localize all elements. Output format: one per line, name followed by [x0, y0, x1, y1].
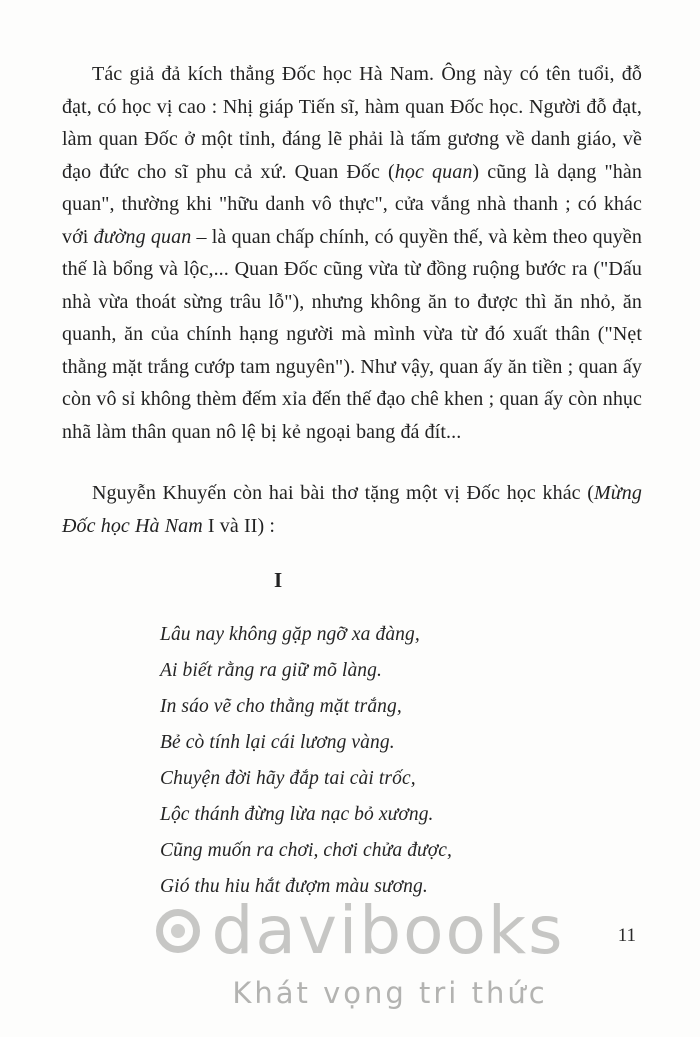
poem-line: Cũng muốn ra chơi, chơi chửa được, [160, 840, 453, 861]
poem-line: Chuyện đời hãy đắp tai cài trốc, [160, 768, 416, 789]
watermark-brand-row [156, 892, 565, 969]
watermark-brand-text: davibooks [211, 892, 565, 969]
page-content [62, 58, 642, 905]
davibooks-logo-icon [156, 909, 200, 953]
poem-line: In sáo vẽ cho thằng mặt trắng, [160, 696, 402, 717]
poem-line: Gió thu hiu hắt đượm màu sương. [160, 876, 428, 897]
paragraph-2: Nguyễn Khuyến còn hai bài thơ tặng một vị Đốc học khác (Mừng Đốc học Hà Nam I và II) : [62, 482, 642, 537]
paragraph-1: Tác giả đả kích thẳng Đốc học Hà Nam. Ông này có tên tuổi, đỗ đạt, có học vị cao : Nhị giáp Tiến sĩ, hàm quan Đốc học. Người đỗ đạt, làm quan Đốc ở một tỉnh, đáng lẽ phải là tấm gương về danh giáo, về đạo đức cho sĩ phu cả xứ. Quan Đốc (học quan) cũng là dạng "hàn quan", thường khi "hữu danh vô thực", cửa vắng nhà thanh ; có khác với đường quan – là quan chấp chính, có quyền thế, và kèm theo quyền thế là bổng và lộc,... Quan Đốc cũng vừa từ đồng ruộng bước ra ("Dấu nhà vừa thoát sừng trâu lỗ"), nhưng không ăn to được thì ăn nhỏ, ăn quanh, ăn của chính hạng người mà mình vừa từ đó xuất thân ("Nẹt thằng mặt trắng cướp tam nguyên"). Như vậy, quan ấy ăn tiền ; quan ấy còn vô sỉ không thèm đếm xỉa đến thế đạo chê khen ; quan ấy còn nhục nhã làm thân quan nô lệ bị kẻ ngoại bang đá đít... [62, 63, 642, 443]
poem-line: Bẻ cò tính lại cái lương vàng. [160, 732, 395, 753]
poem-line: Lâu nay không gặp ngỡ xa đàng, [160, 624, 420, 645]
watermark [150, 892, 570, 1010]
watermark-tagline: Khát vọng tri thức [232, 976, 548, 1010]
page-number: 11 [617, 925, 636, 946]
poem-heading: I [274, 568, 283, 592]
poem-line: Ai biết rằng ra giữ mõ làng. [160, 660, 382, 681]
poem [160, 617, 642, 905]
poem-line: Lộc thánh đừng lừa nạc bỏ xương. [160, 804, 434, 825]
